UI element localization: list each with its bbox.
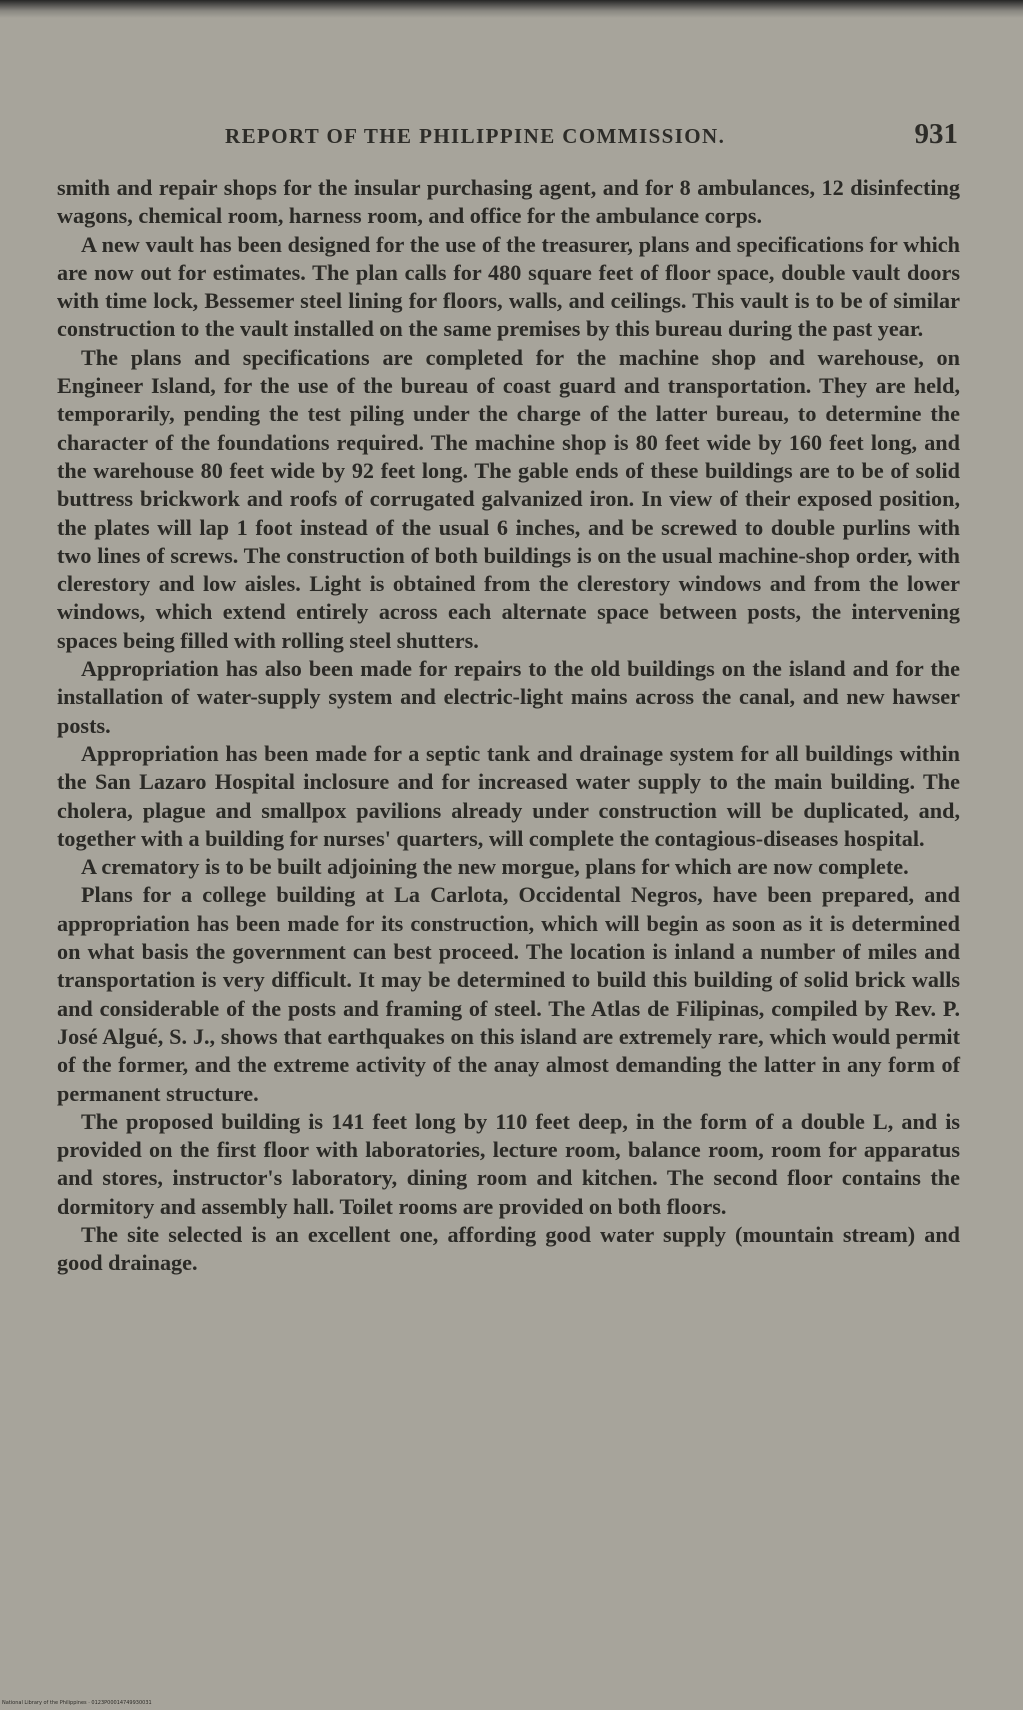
paragraph-vault: A new vault has been designed for the use of the treasurer, plans and specifications for which are now out for estimates. The plan calls for 480 square feet of floor space, double vault doors with time lock, Bessemer steel lining for floors, walls, and ceilings. This vault is to be of similar construction to the vault installed on the same premises by this bureau during the past year. (57, 231, 960, 342)
page-header (60, 118, 960, 154)
running-head: REPORT OF THE PHILIPPINE COMMISSION. (225, 124, 726, 148)
paragraph-la-carlota-college: Plans for a college building at La Carlota, Occidental Negros, have been prepared, and appropriation has been made for its construction, which will begin as soon as it is determined on what basis the government can best proceed. The location is inland a number of miles and transportation is very difficult. It may be determined to build this building of solid brick walls and considerable of the posts and framing of steel. The Atlas de Filipinas, compiled by Rev. P. José Algué, S. J., shows that earthquakes on this island are extremely rare, which would permit of the former, and the extreme activity of the anay almost demanding the latter in any form of permanent structure. (57, 882, 960, 1106)
paragraph-continued: smith and repair shops for the insular purchasing agent, and for 8 ambulances, 12 disinfecting wagons, chemical room, harness room, and office for the ambulance corps. (57, 175, 960, 229)
scan-edge-shadow (0, 0, 1023, 18)
page-number: 931 (914, 118, 958, 150)
paragraph-san-lazaro: Appropriation has been made for a septic tank and drainage system for all buildings within the San Lazaro Hospital inclosure and for increased water supply to the main building. The cholera, plague and smallpox pavilions already under construction will be duplicated, and, together with a building for nurses' quarters, will complete the contagious-diseases hospital. (57, 740, 960, 851)
paragraph-island-repairs: Appropriation has also been made for repairs to the old buildings on the island and for the installation of water-supply system and electric-light mains across the canal, and new hawser posts. (57, 656, 960, 738)
paragraph-proposed-building: The proposed building is 141 feet long by 110 feet deep, in the form of a double L, and is provided on the first floor with laboratories, lecture room, balance room, room for apparatus and stores, instructor's laboratory, dining room and kitchen. The second floor contains the dormitory and assembly hall. Toilet rooms are provided on both floors. (57, 1108, 960, 1219)
paragraph-site: The site selected is an excellent one, affording good water supply (mountain stream) and good drainage. (57, 1221, 960, 1276)
scan-footer-note: National Library of the Philippines · 0123P00014749930031 (2, 1700, 152, 1706)
body-text (57, 174, 960, 1278)
paragraph-crematory: A crematory is to be built adjoining the new morgue, plans for which are now complete. (81, 854, 909, 880)
paragraph-machine-shop: The plans and specifications are completed for the machine shop and warehouse, on Engineer Island, for the use of the bureau of coast guard and transportation. They are held, temporarily, pending the test piling under the charge of the latter bureau, to determine the character of the foundations required. The machine shop is 80 feet wide by 160 feet long, and the warehouse 80 feet wide by 92 feet long. The gable ends of these buildings are to be of solid buttress brickwork and roofs of corrugated galvanized iron. In view of their exposed position, the plates will lap 1 foot instead of the usual 6 inches, and be screwed to double purlins with two lines of screws. The construction of both buildings is on the usual machine-shop order, with clerestory and low aisles. Light is obtained from the clerestory windows and from the lower windows, which extend entirely across each alternate space between posts, the intervening spaces being filled with rolling steel shutters. (57, 344, 960, 653)
